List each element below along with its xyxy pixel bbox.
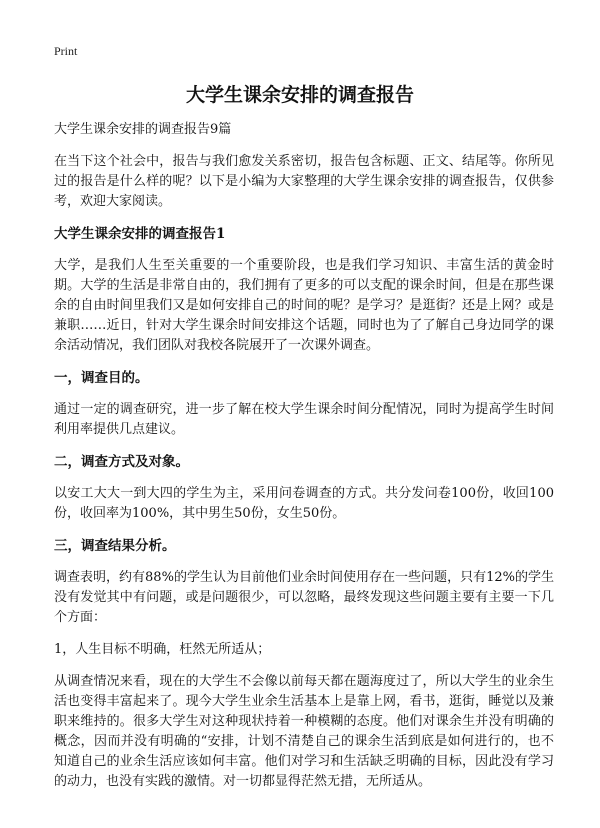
section-heading: 大学生课余安排的调查报告1 bbox=[54, 226, 226, 242]
result-paragraph: 调查表明，约有88%的学生认为目前他们业余时间使用存在一些问题，只有12%的学生没有发觉其中有问题，或是问题很少，可以忽略，最终发现这些问题主要有主要一下几个方面： bbox=[54, 570, 554, 625]
purpose-heading: 一，调查目的。 bbox=[54, 370, 149, 386]
point-one: 1，人生目标不明确，枉然无所适从； bbox=[54, 642, 271, 657]
article-body bbox=[54, 120, 554, 804]
section-paragraph: 大学，是我们人生至关重要的一个重要阶段，也是我们学习知识、丰富生活的黄金时期。大学的生活是非常自由的，我们拥有了更多的可以支配的课余时间，但是在那些课余的自由时间里我们又是如何安排自己的时间的呢？是学习？是逛街？还是上网？或是兼职……近日，针对大学生课余时间安排这个话题，同时也为了了解自己身边同学的课余活动情况，我们团队对我校各院展开了一次课外调查。 bbox=[54, 258, 554, 353]
method-heading: 二，调查方式及对象。 bbox=[54, 454, 189, 470]
point-one-paragraph: 从调查情况来看，现在的大学生不会像以前每天都在题海度过了，所以大学生的业余生活也变得丰富起来了。现今大学生业余生活基本上是靠上网，看书，逛街，睡觉以及兼职来维持的。很多大学生对这种现状持着一种模糊的态度。他们对课余生并没有明确的概念，因而并没有明确的“安排，计划不清楚自己的课余生活到底是如何进行的，也不知道自己的业余生活应该如何丰富。他们对学习和生活缺乏明确的目标，因此没有学习的动力，也没有实践的激情。对一切都显得茫然无措，无所适从。 bbox=[54, 674, 554, 789]
purpose-paragraph: 通过一定的调查研究，进一步了解在校大学生课余时间分配情况，同时为提高学生时间利用率提供几点建议。 bbox=[54, 402, 554, 437]
print-link[interactable]: Print bbox=[54, 44, 78, 58]
result-heading: 三，调查结果分析。 bbox=[54, 538, 176, 554]
article-subtitle: 大学生课余安排的调查报告9篇 bbox=[54, 122, 232, 137]
intro-paragraph: 在当下这个社会中，报告与我们愈发关系密切，报告包含标题、正文、结尾等。你所见过的报告是什么样的呢？以下是小编为大家整理的大学生课余安排的调查报告，仅供参考，欢迎大家阅读。 bbox=[54, 154, 554, 209]
page-title: 大学生课余安排的调查报告 bbox=[185, 84, 414, 106]
method-paragraph: 以安工大大一到大四的学生为主，采用问卷调查的方式。共分发问卷100份，收回100份，收回率为100%，其中男生50份，女生50份。 bbox=[54, 486, 554, 521]
